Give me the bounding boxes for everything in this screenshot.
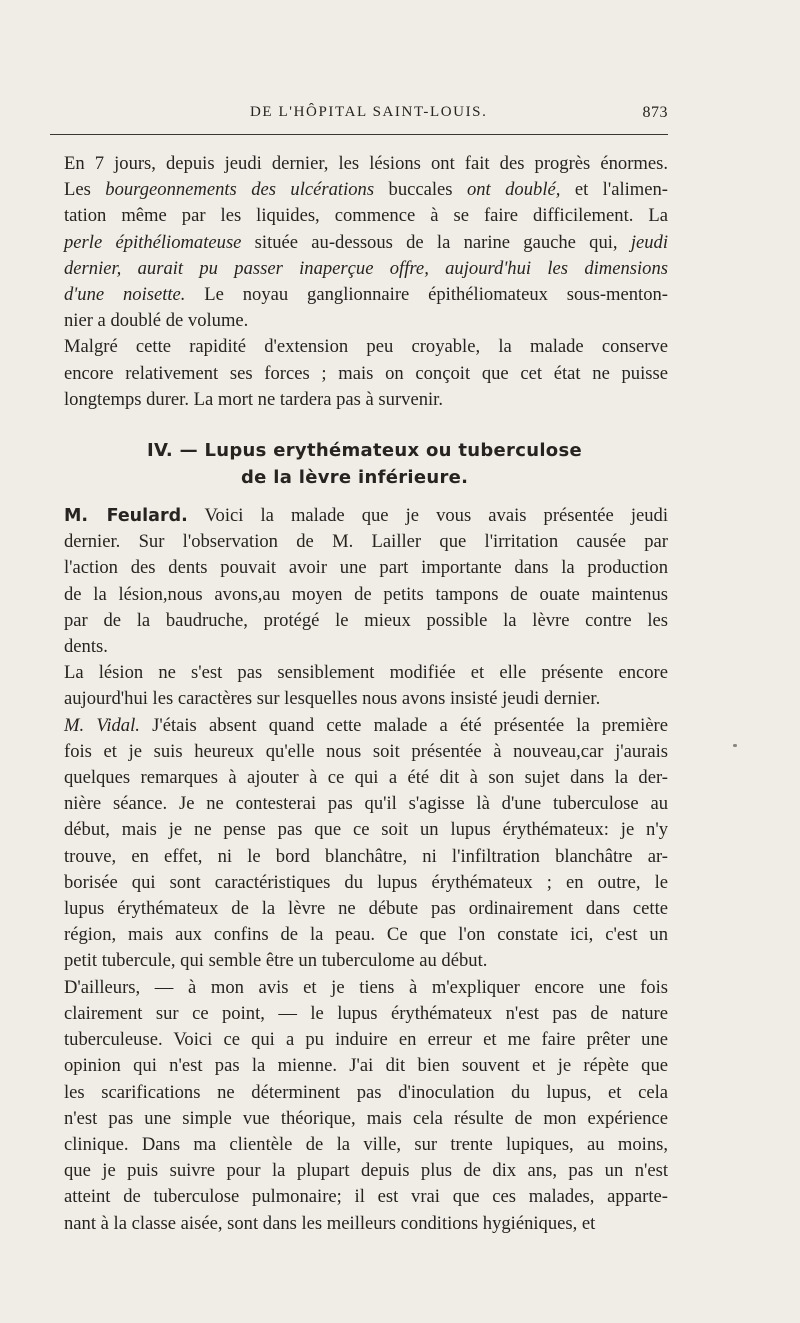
italic-text: bourgeonnements des ulcérations bbox=[105, 179, 375, 201]
text-line: encore relativement ses forces ; mais on conçoit que cet état ne puisse bbox=[64, 362, 668, 384]
text-line: tuberculeuse. Voici ce qui a pu induire en erreur et me faire prêter une bbox=[64, 1029, 668, 1051]
text-line: clinique. Dans ma clientèle de la ville, sur trente lupiques, au moins, bbox=[64, 1133, 668, 1155]
paragraph-prognosis bbox=[50, 334, 668, 413]
text-line: nant à la classe aisée, sont dans les meilleurs conditions hygiéniques, et bbox=[64, 1212, 596, 1234]
text-line: La lésion ne s'est pas sensiblement modifiée et elle présente encore bbox=[64, 662, 668, 684]
italic-text: d'une noisette. bbox=[64, 284, 186, 306]
section-heading-line-2: de la lèvre inférieure. bbox=[241, 467, 469, 489]
paragraph-feulard bbox=[50, 503, 668, 660]
running-head bbox=[50, 104, 668, 128]
paragraph-vidal-continued bbox=[50, 975, 668, 1237]
paragraph-vidal bbox=[50, 713, 668, 975]
text-line: fois et je suis heureux qu'elle nous soit présentée à nouveau,car j'aurais bbox=[64, 740, 668, 762]
paragraph-progression bbox=[50, 151, 668, 334]
header-rule bbox=[50, 134, 668, 135]
text-line: que je puis suivre pour la plupart depuis plus de dix ans, pas un n'est bbox=[64, 1160, 668, 1182]
section-heading bbox=[50, 437, 668, 491]
text-line: d'une noisette. Le noyau ganglionnaire épithéliomateux sous-menton- bbox=[64, 284, 668, 306]
text-line bbox=[50, 256, 668, 282]
italic-text: dernier, aurait pu passer inaperçue offre, aujourd'hui les dimensions bbox=[64, 257, 668, 279]
text-line: dents. bbox=[64, 636, 108, 658]
text-line: dernier. Sur l'observation de M. Lailler que l'irritation causée par bbox=[64, 531, 668, 553]
section-heading-line-1: IV. — Lupus erythémateux ou tuberculose bbox=[147, 440, 582, 462]
text-line: aujourd'hui les caractères sur lesquelles nous avons insisté jeudi dernier. bbox=[64, 688, 601, 710]
text-line: n'est pas une simple vue théorique, mais cela résulte de mon expérience bbox=[64, 1107, 668, 1129]
text-line: longtemps durer. La mort ne tardera pas à survenir. bbox=[64, 388, 443, 410]
text-line: début, mais je ne pense pas que ce soit un lupus érythémateux: je n'y bbox=[64, 819, 668, 841]
text-line: Malgré cette rapidité d'extension peu croyable, la malade conserve bbox=[64, 336, 668, 358]
text-line: M. Feulard. Voici la malade que je vous avais présentée jeudi bbox=[64, 505, 668, 527]
text-line: borisée qui sont caractéristiques du lupus érythémateux ; en outre, le bbox=[64, 871, 668, 893]
text-line: nier a doublé de volume. bbox=[64, 310, 249, 332]
text-line: atteint de tuberculose pulmonaire; il est vrai que ces malades, apparte- bbox=[64, 1186, 668, 1208]
text-line: M. Vidal. J'étais absent quand cette malade a été présentée la première bbox=[64, 714, 668, 736]
text-line: opinion qui n'est pas la mienne. J'ai dit bien souvent et je répète que bbox=[64, 1055, 668, 1077]
italic-text: M. Vidal. bbox=[64, 714, 140, 736]
text-line: tation même par les liquides, commence à se faire difficilement. La bbox=[64, 205, 668, 227]
text-line: nière séance. Je ne contesterai pas qu'il s'agisse là d'une tuberculose au bbox=[64, 793, 668, 815]
text-line: perle épithéliomateuse située au-dessous de la narine gauche qui, jeudi bbox=[64, 231, 668, 253]
italic-text: perle épithéliomateuse bbox=[64, 231, 242, 253]
italic-text: jeudi bbox=[630, 231, 668, 253]
margin-speck bbox=[733, 744, 737, 747]
text-line: les scarifications ne déterminent pas d'inoculation du lupus, et cela bbox=[64, 1081, 668, 1103]
text-line: l'action des dents pouvait avoir une part importante dans la production bbox=[64, 557, 668, 579]
speaker-name: M. Feulard. bbox=[64, 506, 188, 527]
text-line: région, mais aux confins de la peau. Ce que l'on constate ici, c'est un bbox=[64, 924, 668, 946]
text-line: En 7 jours, depuis jeudi dernier, les lésions ont fait des progrès énormes. bbox=[64, 153, 668, 174]
text-line: clairement sur ce point, — le lupus érythémateux n'est pas de nature bbox=[64, 1002, 668, 1024]
text-line: lupus érythémateux de la lèvre ne débute pas ordinairement dans cette bbox=[64, 898, 668, 920]
text-line: quelques remarques à ajouter à ce qui a été dit à son sujet dans la der- bbox=[64, 767, 668, 789]
text-line: par de la baudruche, protégé le mieux possible la lèvre contre les bbox=[64, 609, 668, 631]
italic-text: ont doublé, bbox=[466, 179, 561, 201]
text-line: trouve, en effet, ni le bord blanchâtre, ni l'infiltration blanchâtre ar- bbox=[64, 845, 668, 867]
running-title: DE L'HÔPITAL SAINT-LOUIS. bbox=[250, 104, 488, 120]
text-line: de la lésion,nous avons,au moyen de petits tampons de ouate maintenus bbox=[64, 583, 668, 605]
text-line: D'ailleurs, — à mon avis et je tiens à m'expliquer encore une fois bbox=[64, 976, 668, 998]
text-line: Les bourgeonnements des ulcérations buccales ont doublé, et l'alimen- bbox=[64, 179, 668, 201]
page-number: 873 bbox=[642, 104, 668, 121]
body-text bbox=[50, 151, 668, 1237]
paragraph-lesion-status bbox=[50, 660, 668, 712]
text-line: petit tubercule, qui semble être un tuberculome au début. bbox=[64, 950, 488, 972]
